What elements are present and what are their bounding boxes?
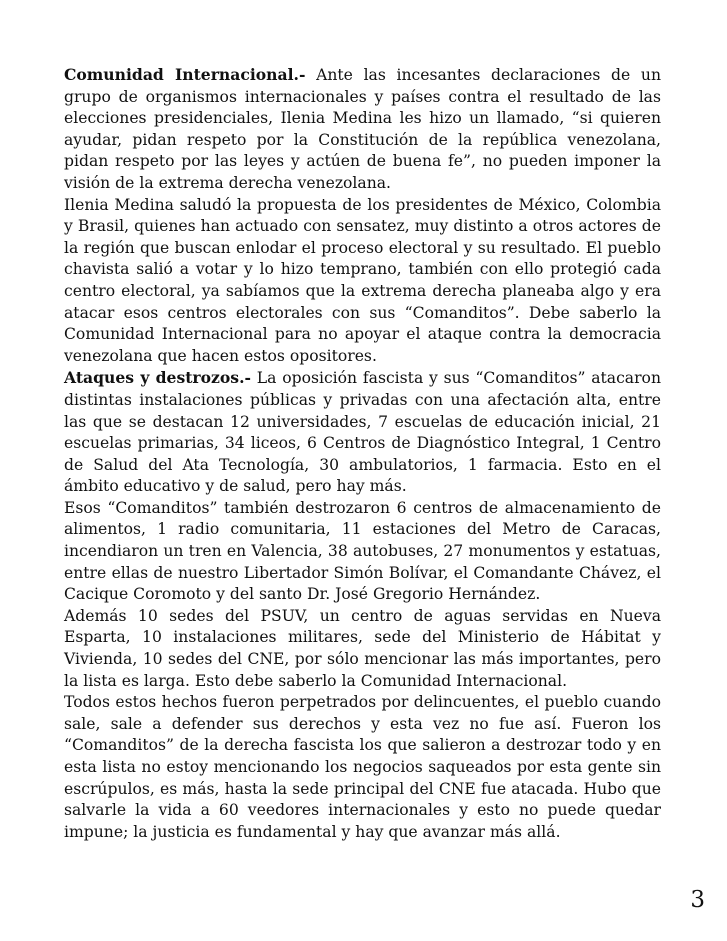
paragraph-ataques-destrozos — [64, 367, 661, 498]
paragraph-text: Esos “Comanditos” también destrozaron 6 centros de almacenamiento de alimentos, 1 radio comunitaria, 11 estaciones del Metro de Caracas, incendiaron un tren en Valencia, 38 autobuses, 27 monumentos y estatuas, entre ellas de nuestro Libertador Simón Bolívar, el Comandante Chávez, el Cacique Coromoto y del santo Dr. José Gregorio Hernández. — [64, 498, 661, 604]
paragraph-text: La oposición fascista y sus “Comanditos” atacaron distintas instalaciones públicas y privadas con una afectación alta, entre las que se destacan 12 universidades, 7 escuelas de educación inicial, 21 escuelas primarias, 34 liceos, 6 Centros de Diagnóstico Integral, 1 Centro de Salud del Ata Tecnología, 30 ambulatorios, 1 farmacia. Esto en el ámbito educativo y de salud, pero hay más. — [64, 369, 661, 496]
paragraph-text: Ante las incesantes declaraciones de un grupo de organismos internacionales y países contra el resultado de las elecciones presidenciales, Ilenia Medina les hizo un llamado, “si quieren ayudar, pidan respeto por la Constitución de la república venezolana, pidan respeto por las leyes y actúen de buena fe”, no pueden imponer la visión de la extrema derecha venezolana. — [64, 66, 661, 192]
paragraph-comunidad-internacional — [64, 64, 661, 195]
page-number: 3 — [690, 887, 705, 913]
paragraph-text: Todos estos hechos fueron perpetrados por delincuentes, el pueblo cuando sale, sale a defender sus derechos y esta vez no fue así. Fueron los “Comanditos” de la derecha fascista los que salieron a destrozar todo y en esta lista no estoy mencionando los negocios saqueados por esta gente sin escrúpulos, es más, hasta la sede principal del CNE fue atacada. Hubo que salvarle la vida a 60 veedores internacionales y esto no puede quedar impune; la justicia es fundamental y hay que avanzar más allá. — [64, 693, 661, 841]
paragraph-comanditos-destrozaron — [64, 498, 661, 606]
paragraph-propuesta-presidentes — [64, 195, 661, 368]
document-body — [64, 64, 661, 843]
paragraph-heading: Comunidad Internacional.- — [64, 65, 306, 84]
paragraph-sedes-psuv — [64, 606, 661, 692]
paragraph-hechos-perpetrados — [64, 692, 661, 843]
paragraph-text: Además 10 sedes del PSUV, un centro de aguas servidas en Nueva Esparta, 10 instalaciones militares, sede del Ministerio de Hábitat y Vivienda, 10 sedes del CNE, por sólo mencionar las más importantes, pero la lista es larga. Esto debe saberlo la Comunidad Internacional. — [64, 606, 661, 690]
paragraph-heading: Ataques y destrozos.- — [64, 368, 251, 388]
paragraph-text: Ilenia Medina saludó la propuesta de los presidentes de México, Colombia y Brasil, quienes han actuado con sensatez, muy distinto a otros actores de la región que buscan enlodar el proceso electoral y su resultado. El pueblo chavista salió a votar y lo hizo temprano, también con ello protegió cada centro electoral, ya sabíamos que la extrema derecha planeaba algo y era atacar esos centros electorales con sus “Comanditos”. Debe saberlo la Comunidad Internacional para no apoyar el ataque contra la democracia venezolana que hacen estos opositores. — [64, 195, 661, 365]
